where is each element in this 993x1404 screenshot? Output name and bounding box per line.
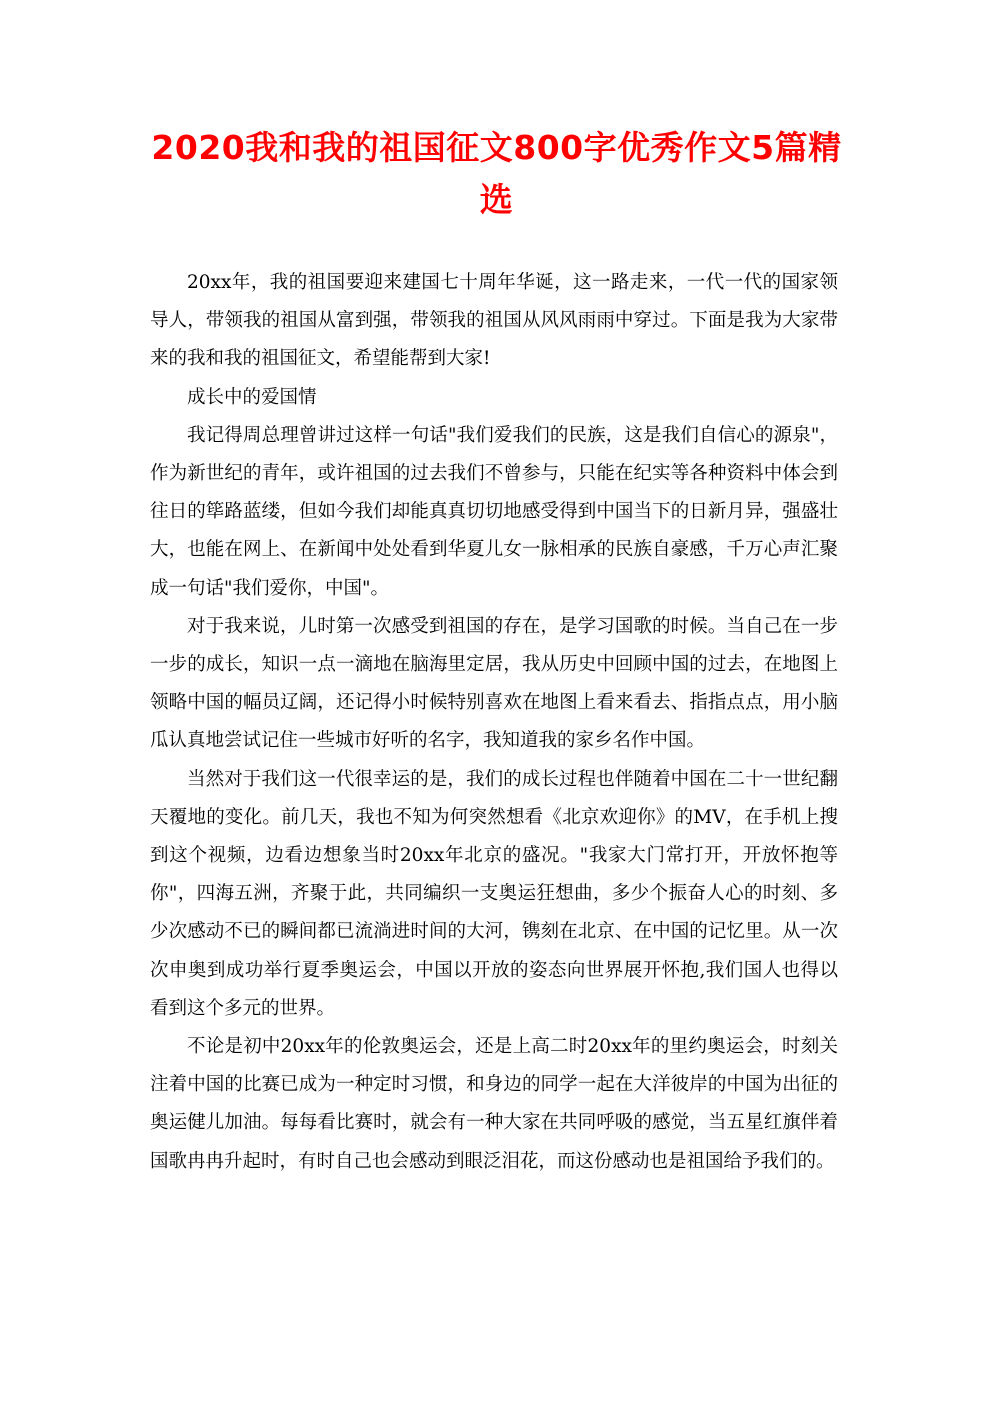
section-heading: 成长中的爱国情 — [187, 386, 317, 408]
body-paragraph: 对于我来说，儿时第一次感受到祖国的存在，是学习国歌的时候。当自己在一步一步的成长，知识一点一滴地在脑海里定居，我从历史中回顾中国的过去，在地图上领略中国的幅员辽阔，还记得小时候特别喜欢在地图上看来看去、指指点点，用小脑瓜认真地尝试记住一些城市好听的名字，我知道我的家乡名作中国。 — [150, 615, 838, 752]
body-paragraph: 当然对于我们这一代很幸运的是，我们的成长过程也伴随着中国在二十一世纪翻天覆地的变化。前几天，我也不知为何突然想看《北京欢迎你》的MV，在手机上搜到这个视频，边看边想象当时20xx年北京的盛况。"我家大门常打开，开放怀抱等你"，四海五洲，齐聚于此，共同编织一支奥运狂想曲，多少个振奋人心的时刻、多少次感动不已的瞬间都已流淌进时间的大河，镌刻在北京、在中国的记忆里。从一次次申奥到成功举行夏季奥运会，中国以开放的姿态向世界展开怀抱,我们国人也得以看到这个多元的世界。 — [150, 768, 838, 1019]
body-paragraph: 我记得周总理曾讲过这样一句话"我们爱我们的民族，这是我们自信心的源泉"，作为新世纪的青年，或许祖国的过去我们不曾参与，只能在纪实等各种资料中体会到往日的筚路蓝缕，但如今我们却能真真切切地感受得到中国当下的日新月异，强盛壮大，也能在网上、在新闻中处处看到华夏儿女一脉相承的民族自豪感，千万心声汇聚成一句话"我们爱你，中国"。 — [150, 424, 838, 599]
intro-paragraph: 20xx年，我的祖国要迎来建国七十周年华诞，这一路走来，一代一代的国家领导人，带领我的祖国从富到强，带领我的祖国从风风雨雨中穿过。下面是我为大家带来的我和我的祖国征文，希望能帮到大家! — [150, 272, 838, 370]
document-title: 2020我和我的祖国征文800字优秀作文5篇精选 — [151, 128, 842, 219]
document-body — [150, 264, 838, 1181]
body-paragraph: 不论是初中20xx年的伦敦奥运会，还是上高二时20xx年的里约奥运会，时刻关注着中国的比赛已成为一种定时习惯，和身边的同学一起在大洋彼岸的中国为出征的奥运健儿加油。每每看比赛时，就会有一种大家在共同呼吸的感觉，当五星红旗伴着国歌冉冉升起时，有时自己也会感动到眼泛泪花，而这份感动也是祖国给予我们的。 — [150, 1036, 838, 1172]
